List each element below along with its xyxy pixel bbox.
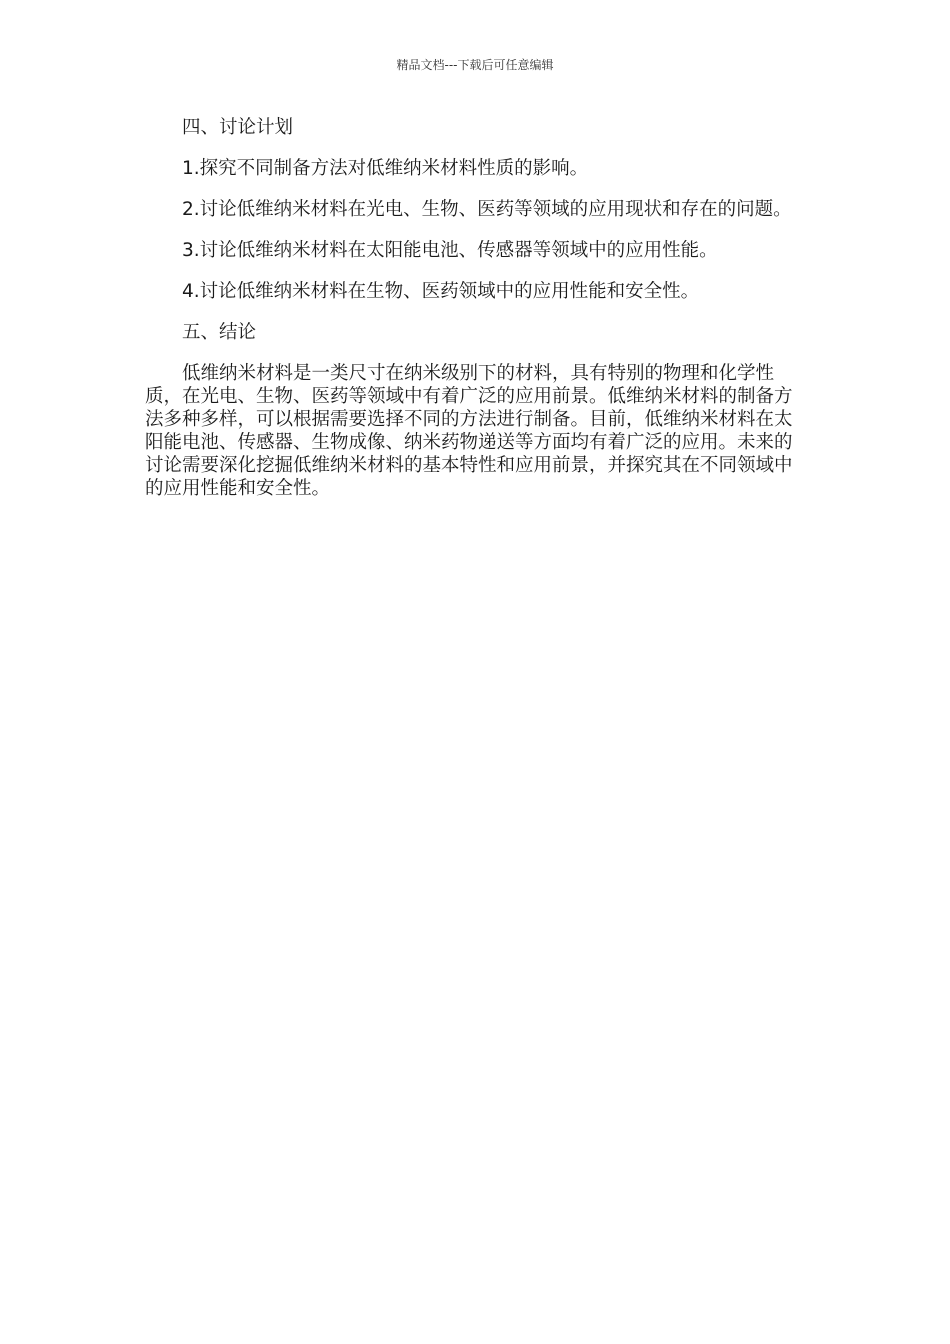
conclusion-paragraph: 低维纳米材料是一类尺寸在纳米级别下的材料，具有特别的物理和化学性质，在光电、生物、医药等领域中有着广泛的应用前景。低维纳米材料的制备方法多种多样，可以根据需要选择不同的方法进行制备。目前，低维纳米材料在太阳能电池、传感器、生物成像、纳米药物递送等方面均有着广泛的应用。未来的讨论需要深化挖掘低维纳米材料的基本特性和应用前景，并探究其在不同领域中的应用性能和安全性。 [145,363,793,499]
section-heading-discussion-plan: 四、讨论计划 [182,117,294,138]
document-body [145,116,793,518]
plan-item-2: 2.讨论低维纳米材料在光电、生物、医药等领域的应用现状和存在的问题。 [182,199,792,220]
page-header: 精品文档---下载后可任意编辑 [396,58,554,72]
plan-item-1: 1.探究不同制备方法对低维纳米材料性质的影响。 [182,158,589,179]
plan-item-4: 4.讨论低维纳米材料在生物、医药领域中的应用性能和安全性。 [182,281,700,302]
plan-item-3: 3.讨论低维纳米材料在太阳能电池、传感器等领域中的应用性能。 [182,240,718,261]
section-heading-conclusion: 五、结论 [182,322,257,343]
